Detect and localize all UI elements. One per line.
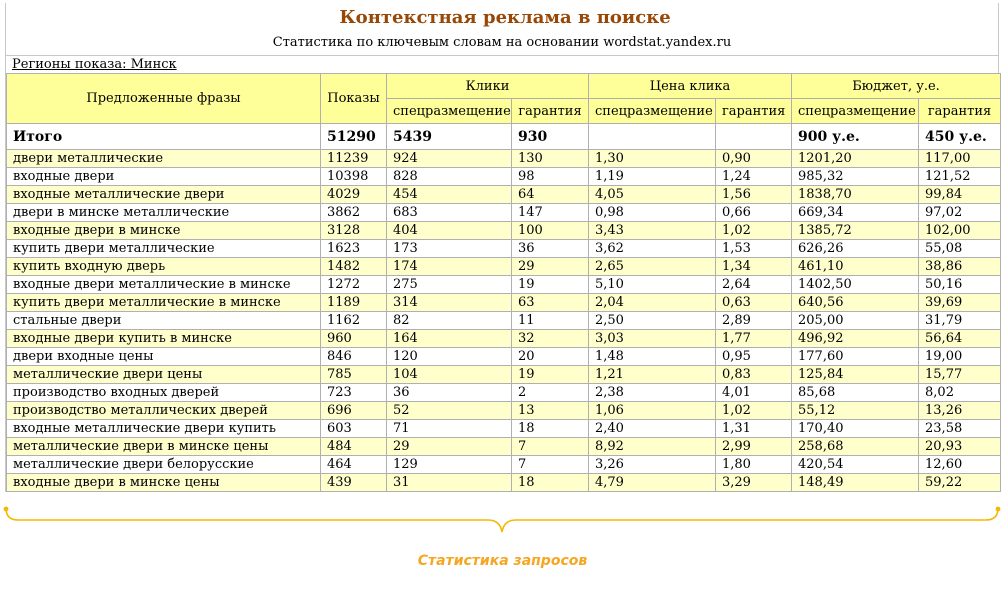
region-line bbox=[6, 55, 998, 73]
cell-clicks-special: 31 bbox=[387, 474, 512, 492]
cell-price-guarantee: 1,02 bbox=[716, 402, 792, 420]
total-budget-special: 900 у.е. bbox=[792, 124, 919, 150]
page-subtitle: Статистика по ключевым словам на основании wordstat.yandex.ru bbox=[272, 35, 732, 50]
cell-budget-special: 420,54 bbox=[792, 456, 919, 474]
table-row bbox=[7, 312, 1001, 330]
cell-budget-guarantee: 12,60 bbox=[919, 456, 1001, 474]
cell-price-guarantee: 4,01 bbox=[716, 384, 792, 402]
cell-price-guarantee: 0,63 bbox=[716, 294, 792, 312]
cell-shows: 3862 bbox=[321, 204, 387, 222]
cell-price-guarantee: 1,80 bbox=[716, 456, 792, 474]
cell-price-special: 3,03 bbox=[589, 330, 716, 348]
cell-clicks-special: 314 bbox=[387, 294, 512, 312]
footer-caption: Статистика запросов bbox=[417, 553, 588, 569]
cell-budget-special: 626,26 bbox=[792, 240, 919, 258]
table-row bbox=[7, 168, 1001, 186]
cell-price-special: 2,38 bbox=[589, 384, 716, 402]
cell-clicks-guarantee: 147 bbox=[512, 204, 589, 222]
table-row bbox=[7, 222, 1001, 240]
table-body bbox=[7, 124, 1001, 492]
cell-price-special: 1,21 bbox=[589, 366, 716, 384]
cell-price-special: 3,62 bbox=[589, 240, 716, 258]
region-label: Регионы показа: Минск bbox=[12, 57, 177, 72]
cell-budget-special: 55,12 bbox=[792, 402, 919, 420]
cell-price-guarantee: 3,29 bbox=[716, 474, 792, 492]
col-group-budget: Бюджет, у.е. bbox=[792, 74, 1001, 99]
cell-budget-special: 1402,50 bbox=[792, 276, 919, 294]
cell-clicks-special: 683 bbox=[387, 204, 512, 222]
cell-phrase: металлические двери в минске цены bbox=[7, 438, 321, 456]
cell-clicks-guarantee: 18 bbox=[512, 420, 589, 438]
cell-price-guarantee: 1,53 bbox=[716, 240, 792, 258]
cell-price-special: 8,92 bbox=[589, 438, 716, 456]
cell-phrase: входные двери в минске bbox=[7, 222, 321, 240]
cell-phrase: входные металлические двери купить bbox=[7, 420, 321, 438]
cell-budget-guarantee: 39,69 bbox=[919, 294, 1001, 312]
cell-budget-guarantee: 59,22 bbox=[919, 474, 1001, 492]
cell-price-special: 4,79 bbox=[589, 474, 716, 492]
cell-budget-guarantee: 23,58 bbox=[919, 420, 1001, 438]
cell-phrase: входные двери bbox=[7, 168, 321, 186]
cell-price-special: 1,19 bbox=[589, 168, 716, 186]
cell-clicks-special: 164 bbox=[387, 330, 512, 348]
header-row-groups bbox=[7, 74, 1001, 99]
keyword-stats-table bbox=[6, 73, 1001, 492]
cell-price-special: 2,65 bbox=[589, 258, 716, 276]
curly-bracket-divider bbox=[3, 506, 1001, 534]
cell-phrase: входные двери металлические в минске bbox=[7, 276, 321, 294]
cell-clicks-guarantee: 100 bbox=[512, 222, 589, 240]
cell-phrase: двери в минске металлические bbox=[7, 204, 321, 222]
col-header-clicks-special: спецразмещение bbox=[387, 99, 512, 124]
cell-phrase: купить входную дверь bbox=[7, 258, 321, 276]
cell-phrase: двери входные цены bbox=[7, 348, 321, 366]
cell-price-special: 2,40 bbox=[589, 420, 716, 438]
cell-budget-special: 985,32 bbox=[792, 168, 919, 186]
cell-budget-special: 669,34 bbox=[792, 204, 919, 222]
total-label: Итого bbox=[7, 124, 321, 150]
col-group-price: Цена клика bbox=[589, 74, 792, 99]
cell-clicks-guarantee: 63 bbox=[512, 294, 589, 312]
cell-budget-guarantee: 99,84 bbox=[919, 186, 1001, 204]
cell-clicks-special: 120 bbox=[387, 348, 512, 366]
cell-price-special: 1,06 bbox=[589, 402, 716, 420]
cell-price-guarantee: 2,89 bbox=[716, 312, 792, 330]
cell-price-guarantee: 1,77 bbox=[716, 330, 792, 348]
cell-clicks-guarantee: 36 bbox=[512, 240, 589, 258]
cell-budget-guarantee: 56,64 bbox=[919, 330, 1001, 348]
cell-clicks-special: 173 bbox=[387, 240, 512, 258]
cell-budget-guarantee: 19,00 bbox=[919, 348, 1001, 366]
total-price-guarantee bbox=[716, 124, 792, 150]
cell-budget-special: 125,84 bbox=[792, 366, 919, 384]
cell-phrase: купить двери металлические bbox=[7, 240, 321, 258]
cell-budget-special: 148,49 bbox=[792, 474, 919, 492]
table-row bbox=[7, 186, 1001, 204]
cell-shows: 1189 bbox=[321, 294, 387, 312]
cell-shows: 696 bbox=[321, 402, 387, 420]
cell-clicks-guarantee: 130 bbox=[512, 150, 589, 168]
cell-clicks-special: 404 bbox=[387, 222, 512, 240]
cell-budget-special: 461,10 bbox=[792, 258, 919, 276]
cell-clicks-special: 71 bbox=[387, 420, 512, 438]
cell-clicks-special: 828 bbox=[387, 168, 512, 186]
cell-shows: 1272 bbox=[321, 276, 387, 294]
cell-clicks-guarantee: 7 bbox=[512, 438, 589, 456]
cell-price-guarantee: 2,99 bbox=[716, 438, 792, 456]
total-budget-guarantee: 450 у.е. bbox=[919, 124, 1001, 150]
table-row bbox=[7, 348, 1001, 366]
cell-budget-guarantee: 13,26 bbox=[919, 402, 1001, 420]
table-row bbox=[7, 402, 1001, 420]
cell-clicks-special: 29 bbox=[387, 438, 512, 456]
table-row bbox=[7, 420, 1001, 438]
cell-clicks-special: 52 bbox=[387, 402, 512, 420]
cell-budget-guarantee: 50,16 bbox=[919, 276, 1001, 294]
cell-shows: 1623 bbox=[321, 240, 387, 258]
cell-phrase: металлические двери белорусские bbox=[7, 456, 321, 474]
cell-price-special: 3,43 bbox=[589, 222, 716, 240]
col-header-phrase: Предложенные фразы bbox=[7, 74, 321, 124]
cell-shows: 785 bbox=[321, 366, 387, 384]
cell-budget-special: 170,40 bbox=[792, 420, 919, 438]
cell-clicks-guarantee: 29 bbox=[512, 258, 589, 276]
cell-shows: 10398 bbox=[321, 168, 387, 186]
cell-shows: 1162 bbox=[321, 312, 387, 330]
cell-phrase: стальные двери bbox=[7, 312, 321, 330]
col-group-clicks: Клики bbox=[387, 74, 589, 99]
cell-price-guarantee: 0,66 bbox=[716, 204, 792, 222]
cell-budget-guarantee: 117,00 bbox=[919, 150, 1001, 168]
cell-clicks-guarantee: 13 bbox=[512, 402, 589, 420]
cell-clicks-guarantee: 64 bbox=[512, 186, 589, 204]
col-header-price-special: спецразмещение bbox=[589, 99, 716, 124]
cell-budget-guarantee: 8,02 bbox=[919, 384, 1001, 402]
cell-budget-special: 205,00 bbox=[792, 312, 919, 330]
cell-budget-special: 1201,20 bbox=[792, 150, 919, 168]
table-row bbox=[7, 240, 1001, 258]
cell-price-guarantee: 0,95 bbox=[716, 348, 792, 366]
cell-price-special: 1,48 bbox=[589, 348, 716, 366]
cell-phrase: производство входных дверей bbox=[7, 384, 321, 402]
cell-phrase: купить двери металлические в минске bbox=[7, 294, 321, 312]
cell-clicks-guarantee: 7 bbox=[512, 456, 589, 474]
cell-clicks-special: 275 bbox=[387, 276, 512, 294]
total-price-special bbox=[589, 124, 716, 150]
col-header-budget-special: спецразмещение bbox=[792, 99, 919, 124]
cell-shows: 4029 bbox=[321, 186, 387, 204]
cell-clicks-special: 924 bbox=[387, 150, 512, 168]
cell-price-special: 4,05 bbox=[589, 186, 716, 204]
cell-budget-guarantee: 38,86 bbox=[919, 258, 1001, 276]
col-header-clicks-guarantee: гарантия bbox=[512, 99, 589, 124]
cell-clicks-guarantee: 19 bbox=[512, 366, 589, 384]
cell-price-guarantee: 1,02 bbox=[716, 222, 792, 240]
cell-phrase: металлические двери цены bbox=[7, 366, 321, 384]
table-row bbox=[7, 366, 1001, 384]
cell-budget-special: 177,60 bbox=[792, 348, 919, 366]
cell-clicks-guarantee: 98 bbox=[512, 168, 589, 186]
cell-budget-guarantee: 121,52 bbox=[919, 168, 1001, 186]
cell-price-special: 2,04 bbox=[589, 294, 716, 312]
cell-clicks-guarantee: 2 bbox=[512, 384, 589, 402]
cell-clicks-guarantee: 18 bbox=[512, 474, 589, 492]
cell-clicks-special: 104 bbox=[387, 366, 512, 384]
cell-budget-special: 258,68 bbox=[792, 438, 919, 456]
page-title: Контекстная реклама в поиске bbox=[339, 7, 671, 28]
cell-budget-guarantee: 102,00 bbox=[919, 222, 1001, 240]
cell-shows: 723 bbox=[321, 384, 387, 402]
cell-clicks-special: 454 bbox=[387, 186, 512, 204]
cell-clicks-guarantee: 19 bbox=[512, 276, 589, 294]
cell-price-guarantee: 1,31 bbox=[716, 420, 792, 438]
col-header-budget-guarantee: гарантия bbox=[919, 99, 1001, 124]
table-row bbox=[7, 150, 1001, 168]
table-row bbox=[7, 258, 1001, 276]
cell-budget-guarantee: 97,02 bbox=[919, 204, 1001, 222]
cell-price-special: 2,50 bbox=[589, 312, 716, 330]
table-row bbox=[7, 330, 1001, 348]
cell-shows: 484 bbox=[321, 438, 387, 456]
cell-phrase: входные металлические двери bbox=[7, 186, 321, 204]
cell-budget-special: 85,68 bbox=[792, 384, 919, 402]
cell-clicks-guarantee: 20 bbox=[512, 348, 589, 366]
cell-clicks-special: 82 bbox=[387, 312, 512, 330]
brace-icon bbox=[3, 506, 1001, 534]
report-sheet bbox=[5, 3, 999, 492]
col-header-shows: Показы bbox=[321, 74, 387, 124]
cell-budget-guarantee: 55,08 bbox=[919, 240, 1001, 258]
cell-shows: 3128 bbox=[321, 222, 387, 240]
cell-price-special: 1,30 bbox=[589, 150, 716, 168]
table-row bbox=[7, 294, 1001, 312]
cell-budget-guarantee: 15,77 bbox=[919, 366, 1001, 384]
cell-price-guarantee: 2,64 bbox=[716, 276, 792, 294]
table-row bbox=[7, 438, 1001, 456]
cell-clicks-special: 174 bbox=[387, 258, 512, 276]
cell-price-guarantee: 1,24 bbox=[716, 168, 792, 186]
table-row bbox=[7, 384, 1001, 402]
total-clicks-guarantee: 930 bbox=[512, 124, 589, 150]
cell-budget-special: 640,56 bbox=[792, 294, 919, 312]
cell-phrase: производство металлических дверей bbox=[7, 402, 321, 420]
cell-price-guarantee: 1,56 bbox=[716, 186, 792, 204]
table-row bbox=[7, 456, 1001, 474]
cell-phrase: двери металлические bbox=[7, 150, 321, 168]
cell-shows: 439 bbox=[321, 474, 387, 492]
cell-shows: 464 bbox=[321, 456, 387, 474]
cell-budget-special: 496,92 bbox=[792, 330, 919, 348]
cell-shows: 603 bbox=[321, 420, 387, 438]
col-header-price-guarantee: гарантия bbox=[716, 99, 792, 124]
cell-price-special: 5,10 bbox=[589, 276, 716, 294]
cell-price-guarantee: 0,83 bbox=[716, 366, 792, 384]
cell-budget-guarantee: 20,93 bbox=[919, 438, 1001, 456]
total-row bbox=[7, 124, 1001, 150]
total-clicks-special: 5439 bbox=[387, 124, 512, 150]
table-row bbox=[7, 474, 1001, 492]
table-row bbox=[7, 276, 1001, 294]
cell-shows: 960 bbox=[321, 330, 387, 348]
cell-clicks-guarantee: 11 bbox=[512, 312, 589, 330]
cell-shows: 1482 bbox=[321, 258, 387, 276]
cell-clicks-guarantee: 32 bbox=[512, 330, 589, 348]
cell-clicks-special: 36 bbox=[387, 384, 512, 402]
cell-phrase: входные двери купить в минске bbox=[7, 330, 321, 348]
cell-price-special: 0,98 bbox=[589, 204, 716, 222]
cell-clicks-special: 129 bbox=[387, 456, 512, 474]
cell-price-special: 3,26 bbox=[589, 456, 716, 474]
table-row bbox=[7, 204, 1001, 222]
cell-budget-special: 1385,72 bbox=[792, 222, 919, 240]
cell-price-guarantee: 1,34 bbox=[716, 258, 792, 276]
cell-price-guarantee: 0,90 bbox=[716, 150, 792, 168]
total-shows: 51290 bbox=[321, 124, 387, 150]
cell-budget-guarantee: 31,79 bbox=[919, 312, 1001, 330]
cell-shows: 846 bbox=[321, 348, 387, 366]
cell-phrase: входные двери в минске цены bbox=[7, 474, 321, 492]
cell-budget-special: 1838,70 bbox=[792, 186, 919, 204]
cell-shows: 11239 bbox=[321, 150, 387, 168]
